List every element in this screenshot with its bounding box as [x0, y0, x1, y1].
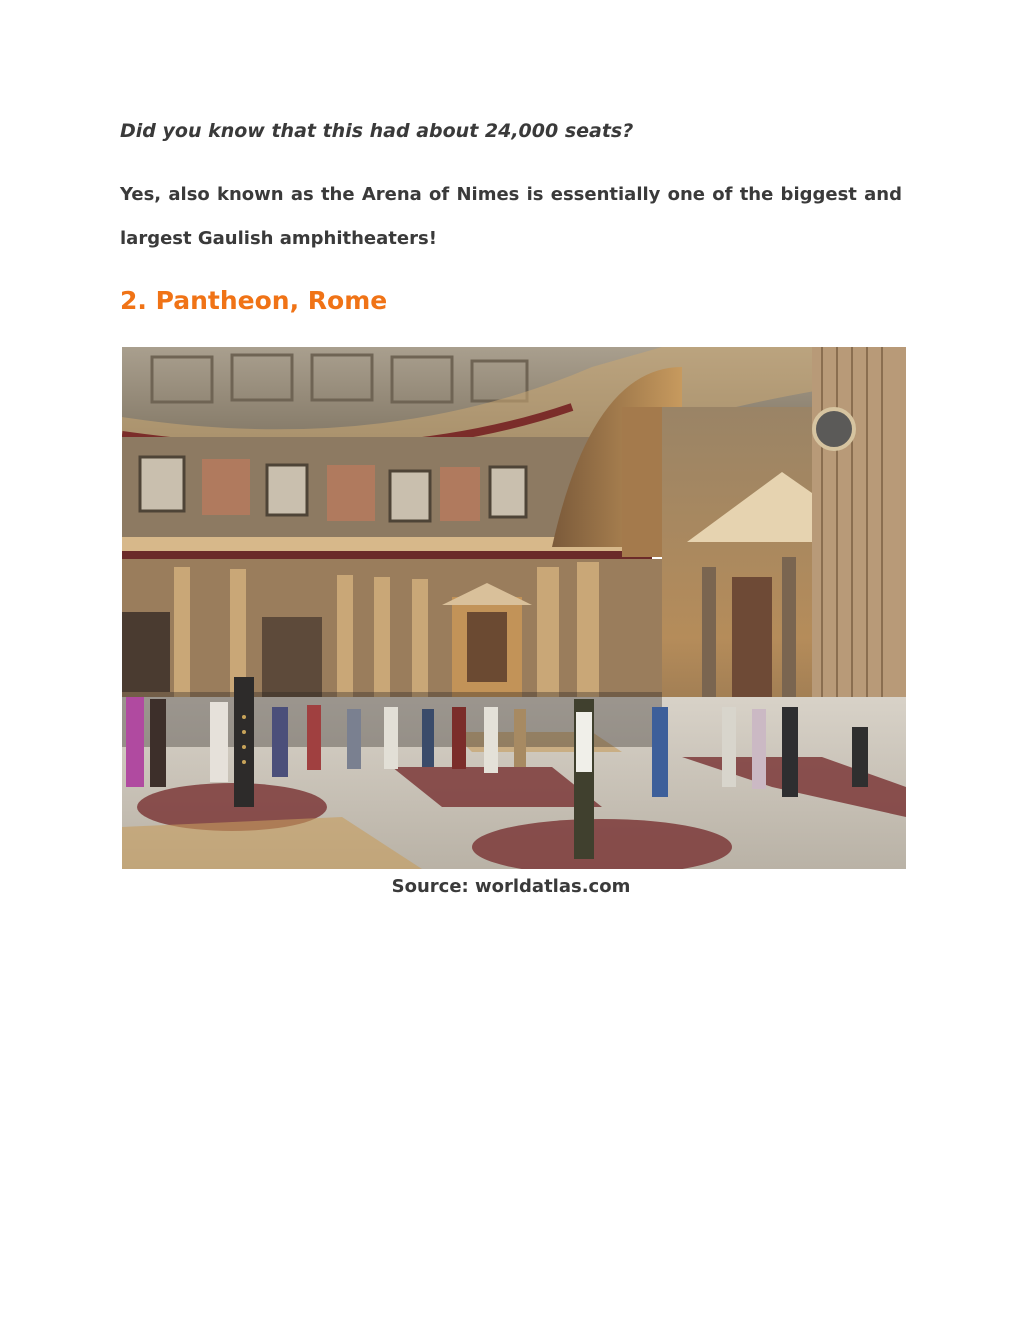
pantheon-interior-photo: [122, 347, 906, 869]
section-heading: 2. Pantheon, Rome: [120, 286, 388, 315]
did-you-know-question: Did you know that this had about 24,000 seats?: [120, 120, 634, 142]
answer-paragraph: Yes, also known as the Arena of Nimes is essentially one of the biggest and largest Gaulish amphitheaters!: [120, 184, 902, 249]
image-caption: Source: worldatlas.com: [391, 876, 631, 897]
